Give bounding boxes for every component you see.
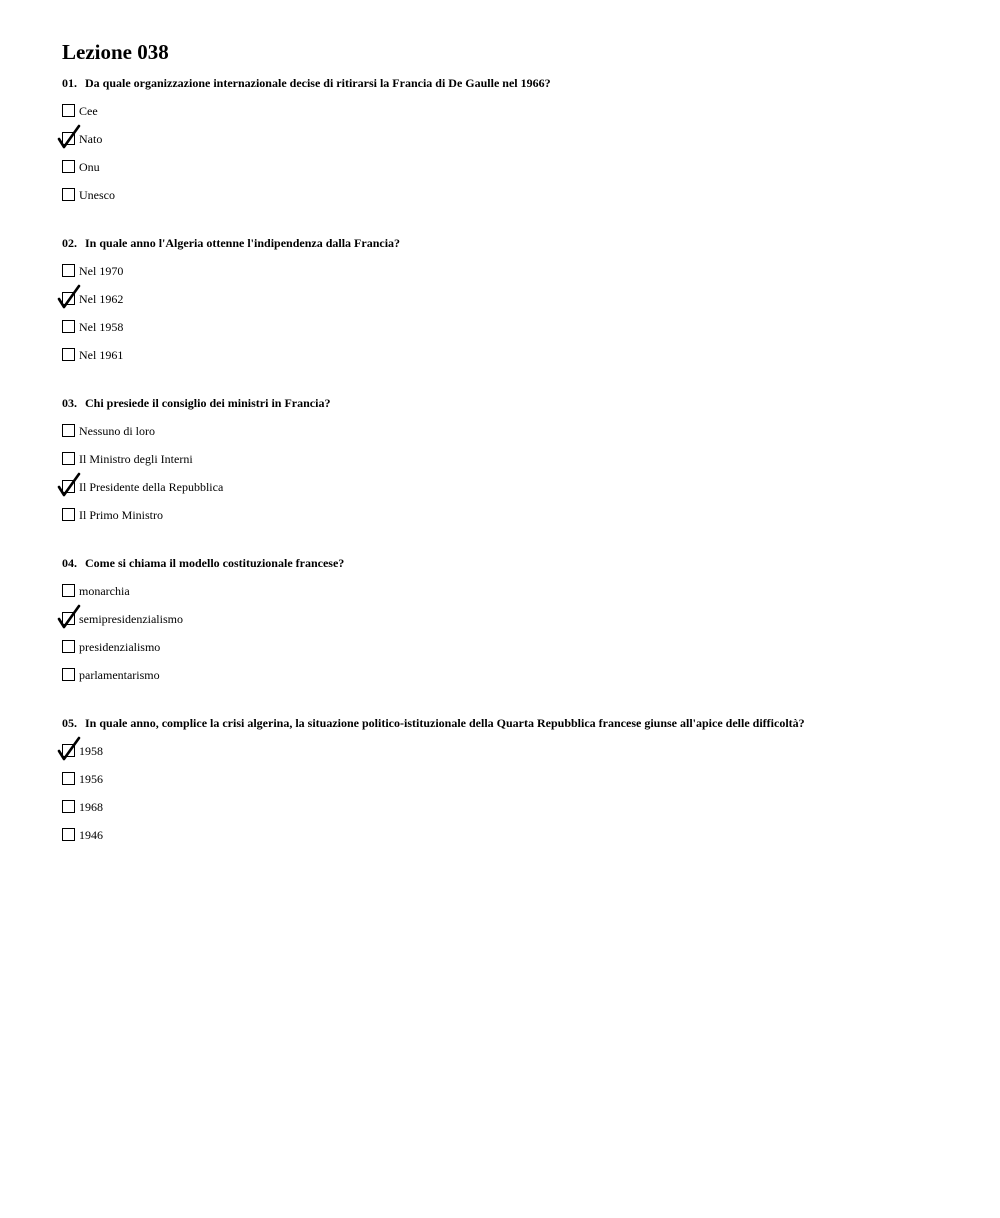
answer-option[interactable] (62, 479, 962, 507)
question-block (62, 556, 962, 695)
question-prompt: Da quale organizzazione internazionale decise di ritirarsi la Francia di De Gaulle nel 1966? (85, 76, 551, 90)
checkbox[interactable] (62, 452, 75, 465)
checkbox[interactable] (62, 800, 75, 813)
answer-option[interactable] (62, 131, 962, 159)
question-number: 03. (62, 396, 77, 410)
answer-option[interactable] (62, 583, 962, 611)
page-title: Lezione 038 (62, 40, 169, 64)
question-prompt: Come si chiama il modello costituzionale francese? (85, 556, 345, 570)
answer-option[interactable] (62, 319, 962, 347)
checkbox[interactable] (62, 584, 75, 597)
question-text (62, 396, 962, 410)
answer-option[interactable] (62, 639, 962, 667)
option-label: Nel 1962 (79, 292, 124, 306)
checkbox[interactable] (62, 508, 75, 521)
option-label: Il Primo Ministro (79, 508, 164, 522)
question-block (62, 396, 962, 535)
question-number: 04. (62, 556, 77, 570)
checkbox-checked[interactable] (62, 480, 75, 493)
answer-option[interactable] (62, 743, 962, 771)
checkbox[interactable] (62, 264, 75, 277)
answer-option[interactable] (62, 827, 962, 855)
answer-option[interactable] (62, 507, 962, 535)
question-number: 01. (62, 76, 77, 90)
option-label: Nel 1958 (79, 320, 124, 334)
option-label: 1968 (79, 800, 103, 814)
option-label: Cee (79, 104, 98, 118)
checkbox[interactable] (62, 188, 75, 201)
checkbox-checked[interactable] (62, 744, 75, 757)
option-label: parlamentarismo (79, 668, 160, 682)
option-label: Nato (79, 132, 103, 146)
answer-option[interactable] (62, 799, 962, 827)
answer-option[interactable] (62, 667, 962, 695)
answer-option[interactable] (62, 771, 962, 799)
question-text (62, 556, 962, 570)
option-label: presidenzialismo (79, 640, 161, 654)
checkbox-checked[interactable] (62, 292, 75, 305)
checkbox[interactable] (62, 348, 75, 361)
answer-option[interactable] (62, 291, 962, 319)
checkbox-checked[interactable] (62, 132, 75, 145)
checkbox[interactable] (62, 104, 75, 117)
answer-option[interactable] (62, 451, 962, 479)
question-text (62, 716, 962, 730)
option-label: Nessuno di loro (79, 424, 155, 438)
answer-option[interactable] (62, 423, 962, 451)
option-label: Il Presidente della Repubblica (79, 480, 224, 494)
answer-option[interactable] (62, 103, 962, 131)
option-label: Nel 1970 (79, 264, 124, 278)
quiz-page (62, 38, 962, 855)
option-label: Onu (79, 160, 100, 174)
question-text (62, 236, 962, 250)
question-prompt: Chi presiede il consiglio dei ministri in Francia? (85, 396, 331, 410)
checkbox-checked[interactable] (62, 612, 75, 625)
question-text (62, 76, 962, 90)
answer-option[interactable] (62, 187, 962, 215)
checkbox[interactable] (62, 424, 75, 437)
checkbox[interactable] (62, 772, 75, 785)
option-label: Unesco (79, 188, 115, 202)
question-block (62, 716, 962, 855)
checkbox[interactable] (62, 668, 75, 681)
answer-option[interactable] (62, 347, 962, 375)
question-prompt: In quale anno l'Algeria ottenne l'indipendenza dalla Francia? (85, 236, 401, 250)
option-label: 1958 (79, 744, 103, 758)
question-number: 02. (62, 236, 77, 250)
checkbox[interactable] (62, 640, 75, 653)
option-label: Nel 1961 (79, 348, 124, 362)
option-label: semipresidenzialismo (79, 612, 183, 626)
checkbox[interactable] (62, 828, 75, 841)
question-number: 05. (62, 716, 77, 730)
answer-option[interactable] (62, 263, 962, 291)
question-block (62, 76, 962, 215)
option-label: Il Ministro degli Interni (79, 452, 193, 466)
question-block (62, 236, 962, 375)
answer-option[interactable] (62, 159, 962, 187)
answer-option[interactable] (62, 611, 962, 639)
checkbox[interactable] (62, 160, 75, 173)
question-list (62, 76, 962, 855)
checkbox[interactable] (62, 320, 75, 333)
question-prompt: In quale anno, complice la crisi algerina, la situazione politico-istituzionale della Quarta Repubblica francese giunse all'apice delle difficoltà? (85, 716, 805, 730)
option-label: 1946 (79, 828, 103, 842)
option-label: 1956 (79, 772, 103, 786)
option-label: monarchia (79, 584, 130, 598)
